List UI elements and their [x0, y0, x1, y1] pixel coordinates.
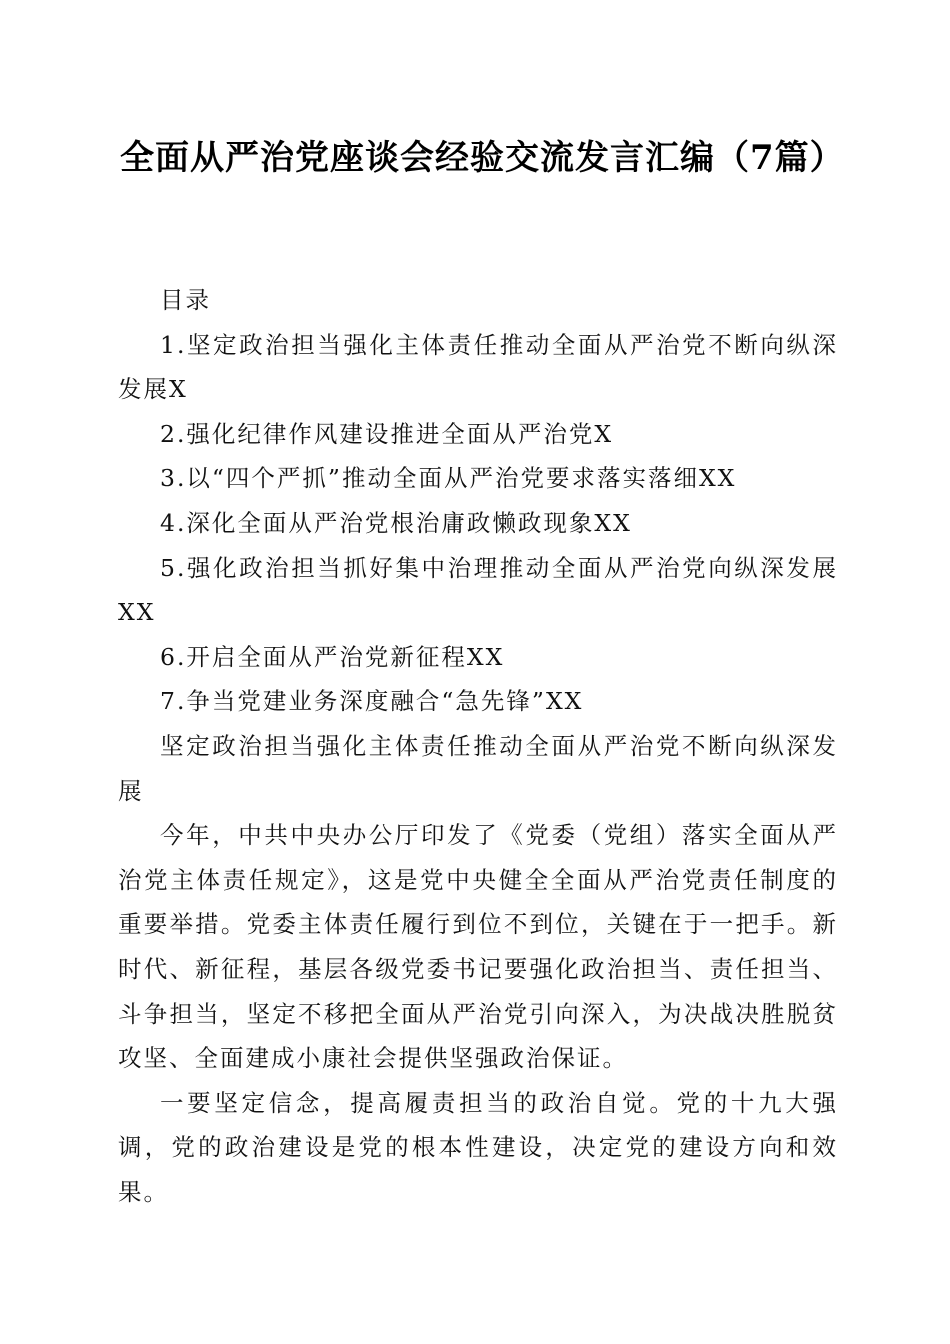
- toc-item-7: 7.争当党建业务深度融合“急先锋”XX: [160, 687, 584, 716]
- toc-item-2: 2.强化纪律作风建设推进全面从严治党X: [160, 419, 614, 448]
- toc-heading: 目录: [160, 286, 211, 314]
- toc-item-5: 5.强化政治担当抓好集中治理推动全面从严治党向纵深发展XX: [118, 553, 838, 627]
- toc-item-1: 1.坚定政治担当强化主体责任推动全面从严治党不断向纵深发展X: [118, 330, 838, 404]
- document-title: 全面从严治党座谈会经验交流发言汇编（7篇）: [120, 138, 845, 178]
- document-body: [118, 278, 838, 1214]
- toc-item-6: 6.开启全面从严治党新征程XX: [160, 642, 505, 671]
- toc-item-4: 4.深化全面从严治党根治庸政懒政现象XX: [160, 508, 632, 537]
- body-paragraph-2: 一要坚定信念，提高履责担当的政治自觉。党的十九大强调，党的政治建设是党的根本性建设，决定党的建设方向和效果。: [118, 1088, 838, 1206]
- section-heading: 坚定政治担当强化主体责任推动全面从严治党不断向纵深发展: [118, 731, 838, 805]
- toc-item-3: 3.以“四个严抓”推动全面从严治党要求落实落细XX: [160, 464, 737, 493]
- body-paragraph-1: 今年，中共中央办公厅印发了《党委（党组）落实全面从严治党主体责任规定》，这是党中央健全全面从严治党责任制度的重要举措。党委主体责任履行到位不到位，关键在于一把手。新时代、新征程，基层各级党委书记要强化政治担当、责任担当、斗争担当，坚定不移把全面从严治党引向深入，为决战决胜脱贫攻坚、全面建成小康社会提供坚强政治保证。: [118, 821, 838, 1073]
